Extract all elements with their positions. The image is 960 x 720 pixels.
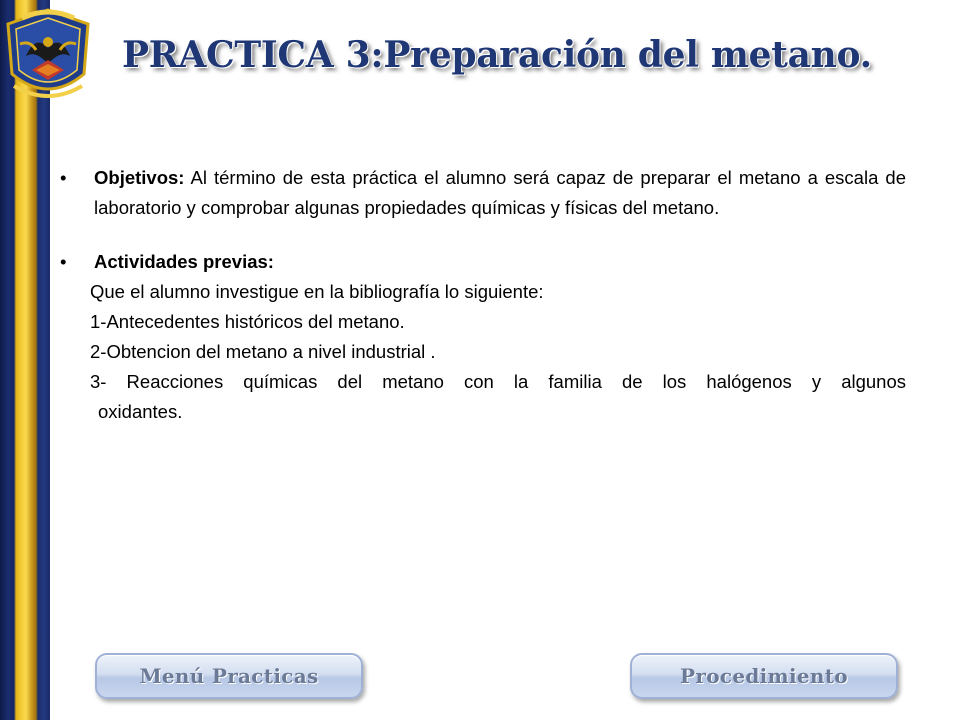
activity-item: 3- Reacciones químicas del metano con la familia de los halógenos y algunos (90, 371, 906, 392)
university-seal-icon (2, 4, 94, 108)
content-body (60, 163, 906, 427)
previous-activities-label: Actividades previas: (94, 251, 274, 272)
activities-intro: Que el alumno investigue en la bibliografía lo siguiente: (90, 281, 544, 302)
bullet-icon: • (60, 251, 67, 272)
objectives-label: Objetivos: (94, 167, 185, 188)
activity-item-continued: oxidantes. (98, 401, 183, 422)
page-title: PRACTICA 3:Preparación del metano. (122, 34, 872, 76)
activity-item: 1-Antecedentes históricos del metano. (90, 311, 405, 332)
previous-activities-heading (60, 247, 906, 277)
objectives-text: Al término de esta práctica el alumno será capaz de preparar el metano a escala de laboratorio y comprobar algunas propiedades químicas y físicas del metano. (94, 167, 906, 218)
bullet-icon: • (60, 167, 67, 188)
objectives-paragraph (60, 163, 906, 223)
activity-item: 2-Obtencion del metano a nivel industrial . (90, 341, 436, 362)
procedimiento-button[interactable]: Procedimiento (630, 653, 898, 699)
left-decorative-bar (0, 0, 50, 720)
menu-practicas-button[interactable]: Menú Practicas (95, 653, 363, 699)
